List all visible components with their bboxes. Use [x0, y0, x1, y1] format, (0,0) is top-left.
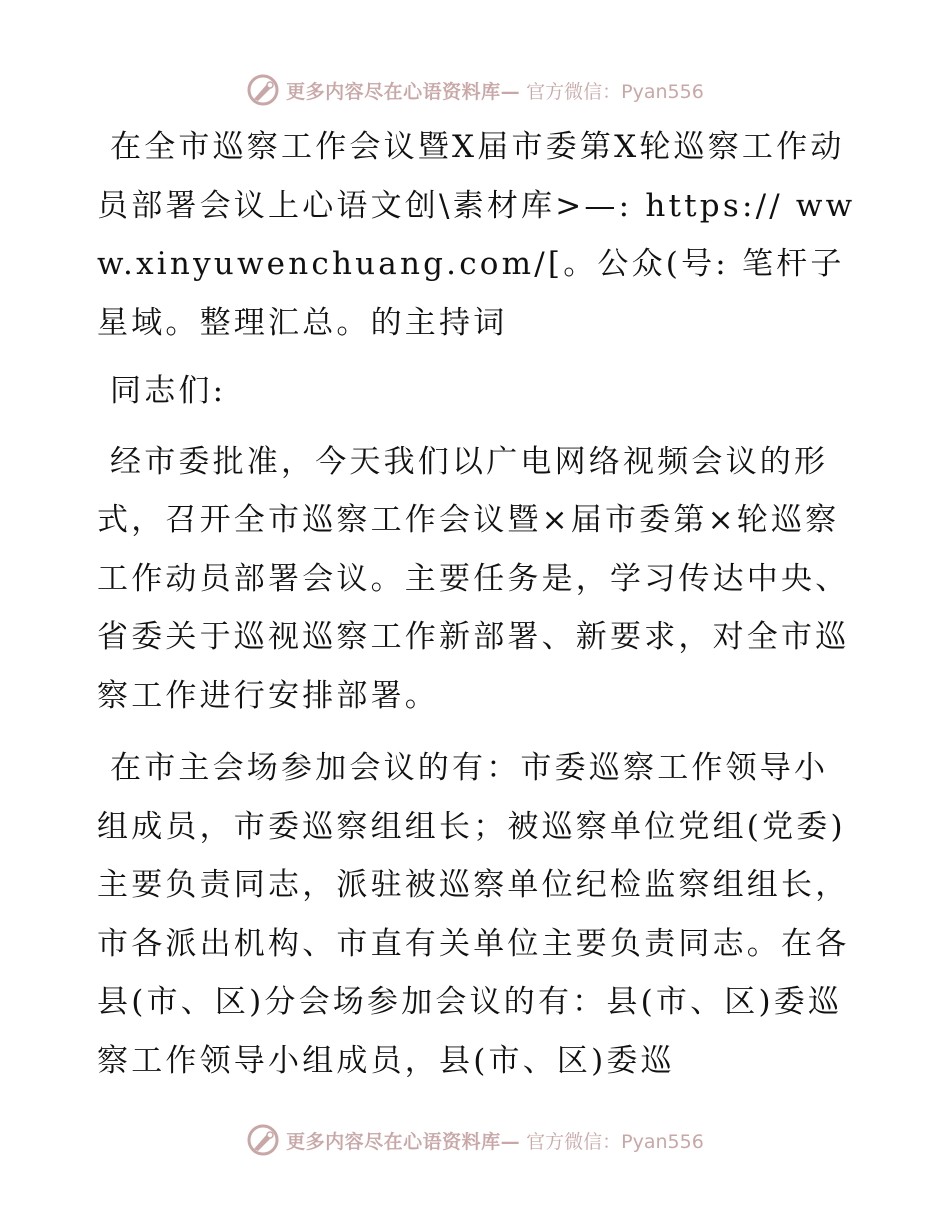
watermark-banner-bottom [0, 1120, 950, 1160]
greeting: 同志们: [110, 373, 227, 409]
watermark-text: 更多内容尽在心语资料库— [286, 1130, 521, 1153]
document-body [97, 118, 857, 1090]
watermark-text: 更多内容尽在心语资料库— [286, 80, 521, 103]
document-title: 在全市巡察工作会议暨X届市委第X轮巡察工作动员部署会议上心语文创\素材库>—: https:// www.xinyuwenchuang.com/[。公众(号: 笔杆子星域。整理汇总。的主持词 [97, 129, 856, 341]
pen-logo-icon [246, 1123, 280, 1157]
paragraph: 经市委批准，今天我们以广电网络视频会议的形式，召开全市巡察工作会议暨×届市委第×轮巡察工作动员部署会议。主要任务是，学习传达中央、省委关于巡视巡察工作新部署、新要求，对全市巡察工作进行安排部署。 [97, 443, 850, 714]
pen-logo-icon [246, 73, 280, 107]
watermark-contact: 官方微信：Pyan556 [526, 80, 704, 103]
paragraph: 在市主会场参加会议的有：市委巡察工作领导小组成员，市委巡察组组长；被巡察单位党组(党委)主要负责同志，派驻被巡察单位纪检监察组组长，市各派出机构、市直有关单位主要负责同志。在各县(市、区)分会场参加会议的有：县(市、区)委巡察工作领导小组成员，县(市、区)委巡 [97, 750, 850, 1079]
watermark-banner-top [0, 70, 950, 110]
watermark-contact: 官方微信：Pyan556 [526, 1130, 704, 1153]
